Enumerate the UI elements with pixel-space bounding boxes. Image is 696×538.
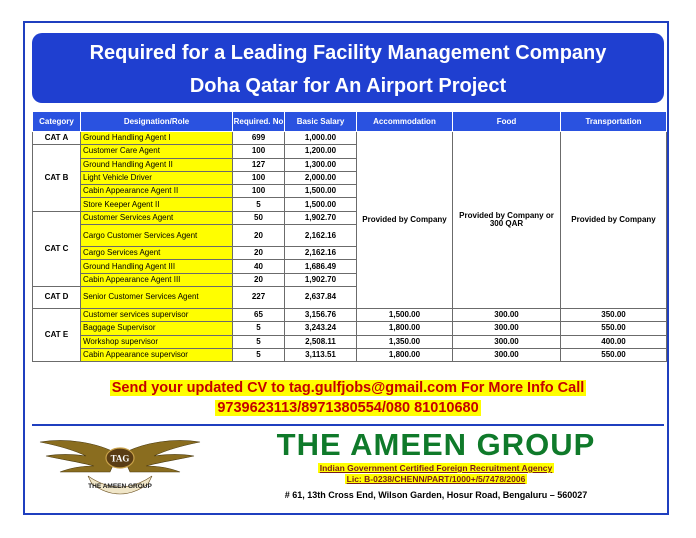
food-cell: 300.00 [453, 348, 561, 361]
table-row [33, 348, 667, 361]
role-cell: Baggage Supervisor [81, 322, 233, 335]
banner-line-2: Doha Qatar for An Airport Project [189, 75, 507, 97]
footer-divider [32, 424, 664, 426]
required-cell: 127 [233, 158, 285, 171]
role-cell: Cabin Appearance supervisor [81, 348, 233, 361]
salary-cell: 1,902.70 [285, 273, 357, 286]
salary-cell: 1,000.00 [285, 132, 357, 145]
transport-provided: Provided by Company [561, 132, 667, 309]
role-cell: Senior Customer Services Agent [81, 286, 233, 308]
category-cell: CAT D [33, 286, 81, 308]
agency-info [212, 463, 660, 485]
contact-line-1[interactable]: Send your updated CV to tag.gulfjobs@gmail.com For More Info Call [111, 380, 585, 396]
salary-cell: 1,686.49 [285, 260, 357, 273]
salary-cell: 1,500.00 [285, 185, 357, 198]
food-cell: 300.00 [453, 335, 561, 348]
required-cell: 20 [233, 247, 285, 260]
role-cell: Cargo Services Agent [81, 247, 233, 260]
col-accommodation: Accommodation [357, 112, 453, 132]
required-cell: 100 [233, 171, 285, 184]
transport-cell: 400.00 [561, 335, 667, 348]
salary-cell: 2,508.11 [285, 335, 357, 348]
contact-line-2[interactable]: 9739623113/8971380554/080 81010680 [217, 400, 479, 416]
transport-cell: 350.00 [561, 308, 667, 321]
required-cell: 5 [233, 335, 285, 348]
salary-cell: 1,500.00 [285, 198, 357, 211]
salary-cell: 2,162.16 [285, 225, 357, 247]
category-cell: CAT C [33, 211, 81, 286]
role-cell: Cargo Customer Services Agent [81, 225, 233, 247]
company-name: THE AMEEN GROUP [276, 427, 596, 462]
required-cell: 5 [233, 198, 285, 211]
contact-callout [32, 378, 664, 418]
required-cell: 65 [233, 308, 285, 321]
role-cell: Ground Handling Agent II [81, 158, 233, 171]
required-cell: 100 [233, 145, 285, 158]
required-cell: 5 [233, 348, 285, 361]
salary-cell: 1,200.00 [285, 145, 357, 158]
required-cell: 50 [233, 211, 285, 224]
salary-cell: 3,156.76 [285, 308, 357, 321]
table-row [33, 308, 667, 321]
logo-badge-text: TAG [110, 453, 130, 464]
category-cell: CAT A [33, 132, 81, 145]
category-cell: CAT B [33, 145, 81, 211]
role-cell: Customer services supervisor [81, 308, 233, 321]
salary-cell: 2,162.16 [285, 247, 357, 260]
role-cell: Customer Care Agent [81, 145, 233, 158]
agency-license: Lic: B-0238/CHENN/PART/1000+/5/7478/2006 [346, 474, 526, 484]
banner-line-1: Required for a Leading Facility Management Company [89, 42, 607, 64]
accommodation-provided: Provided by Company [357, 132, 453, 309]
role-cell: Ground Handling Agent III [81, 260, 233, 273]
role-cell: Cabin Appearance Agent II [81, 185, 233, 198]
logo-text: THE AMEEN GROUP [88, 483, 152, 490]
col-basic-salary: Basic Salary [285, 112, 357, 132]
role-cell: Light Vehicle Driver [81, 171, 233, 184]
food-cell: 300.00 [453, 308, 561, 321]
transport-cell: 550.00 [561, 348, 667, 361]
accommodation-cell: 1,800.00 [357, 322, 453, 335]
accommodation-cell: 1,350.00 [357, 335, 453, 348]
required-cell: 699 [233, 132, 285, 145]
food-provided: Provided by Company or 300 QAR [453, 132, 561, 309]
required-cell: 40 [233, 260, 285, 273]
company-address: # 61, 13th Cross End, Wilson Garden, Hosur Road, Bengaluru – 560027 [284, 490, 588, 500]
role-cell: Cabin Appearance Agent III [81, 273, 233, 286]
salary-cell: 1,300.00 [285, 158, 357, 171]
accommodation-cell: 1,800.00 [357, 348, 453, 361]
col-required-no: Required. No [233, 112, 285, 132]
table-row [33, 335, 667, 348]
required-cell: 100 [233, 185, 285, 198]
food-cell: 300.00 [453, 322, 561, 335]
role-cell: Store Keeper Agent II [81, 198, 233, 211]
table-row [33, 322, 667, 335]
category-cell: CAT E [33, 308, 81, 361]
role-cell: Workshop supervisor [81, 335, 233, 348]
agency-certification: Indian Government Certified Foreign Recruitment Agency [319, 463, 553, 473]
tag-logo [36, 432, 204, 506]
title-banner [32, 33, 664, 103]
salary-cell: 3,113.51 [285, 348, 357, 361]
role-cell: Ground Handling Agent I [81, 132, 233, 145]
col-food: Food [453, 112, 561, 132]
col-transportation: Transportation [561, 112, 667, 132]
salary-cell: 2,637.84 [285, 286, 357, 308]
col-designation: Designation/Role [81, 112, 233, 132]
salary-cell: 2,000.00 [285, 171, 357, 184]
salary-cell: 3,243.24 [285, 322, 357, 335]
transport-cell: 550.00 [561, 322, 667, 335]
table-header-row [33, 112, 667, 132]
required-cell: 20 [233, 225, 285, 247]
salary-cell: 1,902.70 [285, 211, 357, 224]
required-cell: 20 [233, 273, 285, 286]
required-cell: 227 [233, 286, 285, 308]
jobs-table [32, 111, 667, 362]
role-cell: Customer Services Agent [81, 211, 233, 224]
table-row [33, 132, 667, 145]
required-cell: 5 [233, 322, 285, 335]
accommodation-cell: 1,500.00 [357, 308, 453, 321]
col-category: Category [33, 112, 81, 132]
